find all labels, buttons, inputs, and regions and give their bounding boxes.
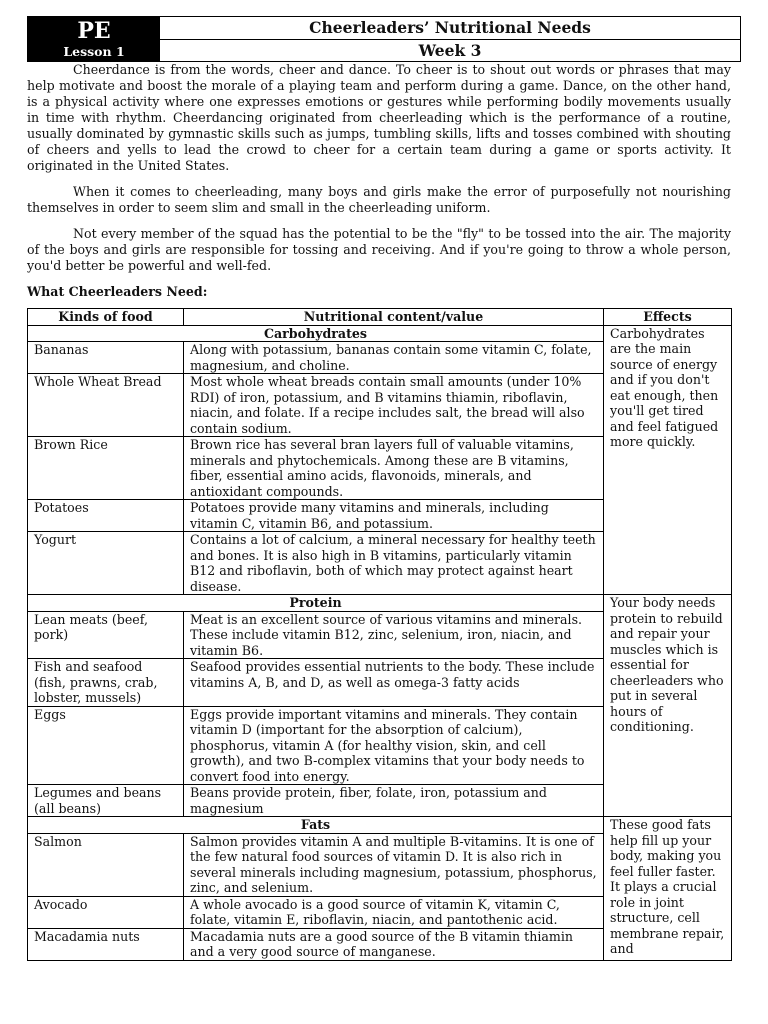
body-paragraph: Not every member of the squad has the potential to be the "fly" to be tossed into the air. The majority of the boys and girls are responsible for tossing and receiving. And if you're going to throw a whole person, you'd better be powerful and well-fed. [27,226,731,273]
category-label: Carbohydrates [28,325,604,342]
food-name: Whole Wheat Bread [28,374,184,437]
document-body [27,62,731,961]
nutrition-content: A whole avocado is a good source of vitamin K, vitamin C, folate, vitamin E, riboflavin, niacin, and pantothenic acid. [184,896,604,928]
section-heading: What Cheerleaders Need: [27,284,208,299]
nutrition-content: Salmon provides vitamin A and multiple B-vitamins. It is one of the few natural food sources of vitamin D. It is also rich in several minerals including magnesium, potassium, phosphorus, zinc, and selenium. [184,833,604,896]
nutrition-content: Seafood provides essential nutrients to the body. These include vitamins A, B, and D, as well as omega-3 fatty acids [184,659,604,707]
effect-cell: These good fats help fill up your body, making you feel fuller faster. It plays a crucial role in joint structure, cell membrane repair, and [604,817,732,961]
food-name: Brown Rice [28,437,184,500]
category-row [28,325,732,342]
nutrition-table [27,308,732,961]
week-label: Week 3 [418,41,482,60]
subject-badge [28,17,160,61]
food-name: Fish and seafood (fish, prawns, crab, lobster, mussels) [28,659,184,707]
subject-label: PE [77,18,111,44]
nutrition-content: Meat is an excellent source of various vitamins and minerals. These include vitamin B12, zinc, selenium, iron, niacin, and vitamin B6. [184,611,604,659]
header-title-block [160,17,740,61]
food-name: Legumes and beans (all beans) [28,785,184,817]
food-name: Eggs [28,706,184,785]
category-row [28,595,732,612]
nutrition-content: Contains a lot of calcium, a mineral necessary for healthy teeth and bones. It is also high in B vitamins, particularly vitamin B12 and riboflavin, both of which may protect against heart disease. [184,532,604,595]
food-name: Lean meats (beef, pork) [28,611,184,659]
food-name: Potatoes [28,500,184,532]
table-header-row [28,309,732,326]
nutrition-content: Beans provide protein, fiber, folate, iron, potassium and magnesium [184,785,604,817]
nutrition-content: Eggs provide important vitamins and minerals. They contain vitamin D (important for the absorption of calcium), phosphorus, vitamin A (for healthy vision, skin, and cell growth), and two B-complex vitamins that your body needs to convert food into energy. [184,706,604,785]
food-name: Yogurt [28,532,184,595]
page-title: Cheerleaders’ Nutritional Needs [160,17,740,40]
nutrition-content: Potatoes provide many vitamins and minerals, including vitamin C, vitamin B6, and potassium. [184,500,604,532]
body-paragraph: When it comes to cheerleading, many boys and girls make the error of purposefully not nourishing themselves in order to seem slim and small in the cheerleading uniform. [27,184,731,215]
effect-cell: Your body needs protein to rebuild and repair your muscles which is essential for cheerleaders who put in several hours of conditioning. [604,595,732,817]
category-row [28,817,732,834]
food-name: Macadamia nuts [28,928,184,960]
effect-cell: Carbohydrates are the main source of energy and if you don't eat enough, then you'll get tired and feel fatigued more quickly. [604,325,732,595]
food-name: Bananas [28,342,184,374]
category-label: Protein [28,595,604,612]
column-header: Nutritional content/value [184,309,604,326]
food-name: Salmon [28,833,184,896]
food-name: Avocado [28,896,184,928]
lesson-label: Lesson 1 [63,44,125,59]
nutrition-content: Macadamia nuts are a good source of the B vitamin thiamin and a very good source of manganese. [184,928,604,960]
nutrition-content: Most whole wheat breads contain small amounts (under 10% RDI) of iron, potassium, and B vitamins thiamin, riboflavin, niacin, and folate. If a recipe includes salt, the bread will also contain sodium. [184,374,604,437]
category-label: Fats [28,817,604,834]
column-header: Kinds of food [28,309,184,326]
nutrition-content: Along with potassium, bananas contain some vitamin C, folate, magnesium, and choline. [184,342,604,374]
lesson-header [27,16,741,62]
intro-paragraph: Cheerdance is from the words, cheer and dance. To cheer is to shout out words or phrases that may help motivate and boost the morale of a playing team and perform during a game. Dance, on the other hand, is a physical activity where one expresses emotions or gestures while performing bodily movements usually in time with rhythm. Cheerdancing originated from cheerleading which is the performance of a routine, usually dominated by gymnastic skills such as jumps, tumbling skills, lifts and tosses combined with shouting of cheers and yells to lead the crowd to cheer for a certain team during a game or sports activity. It originated in the United States. [27,62,731,173]
nutrition-content: Brown rice has several bran layers full of valuable vitamins, minerals and phytochemicals. Among these are B vitamins, fiber, essential amino acids, flavonoids, minerals, and antioxidant compounds. [184,437,604,500]
column-header: Effects [604,309,732,326]
